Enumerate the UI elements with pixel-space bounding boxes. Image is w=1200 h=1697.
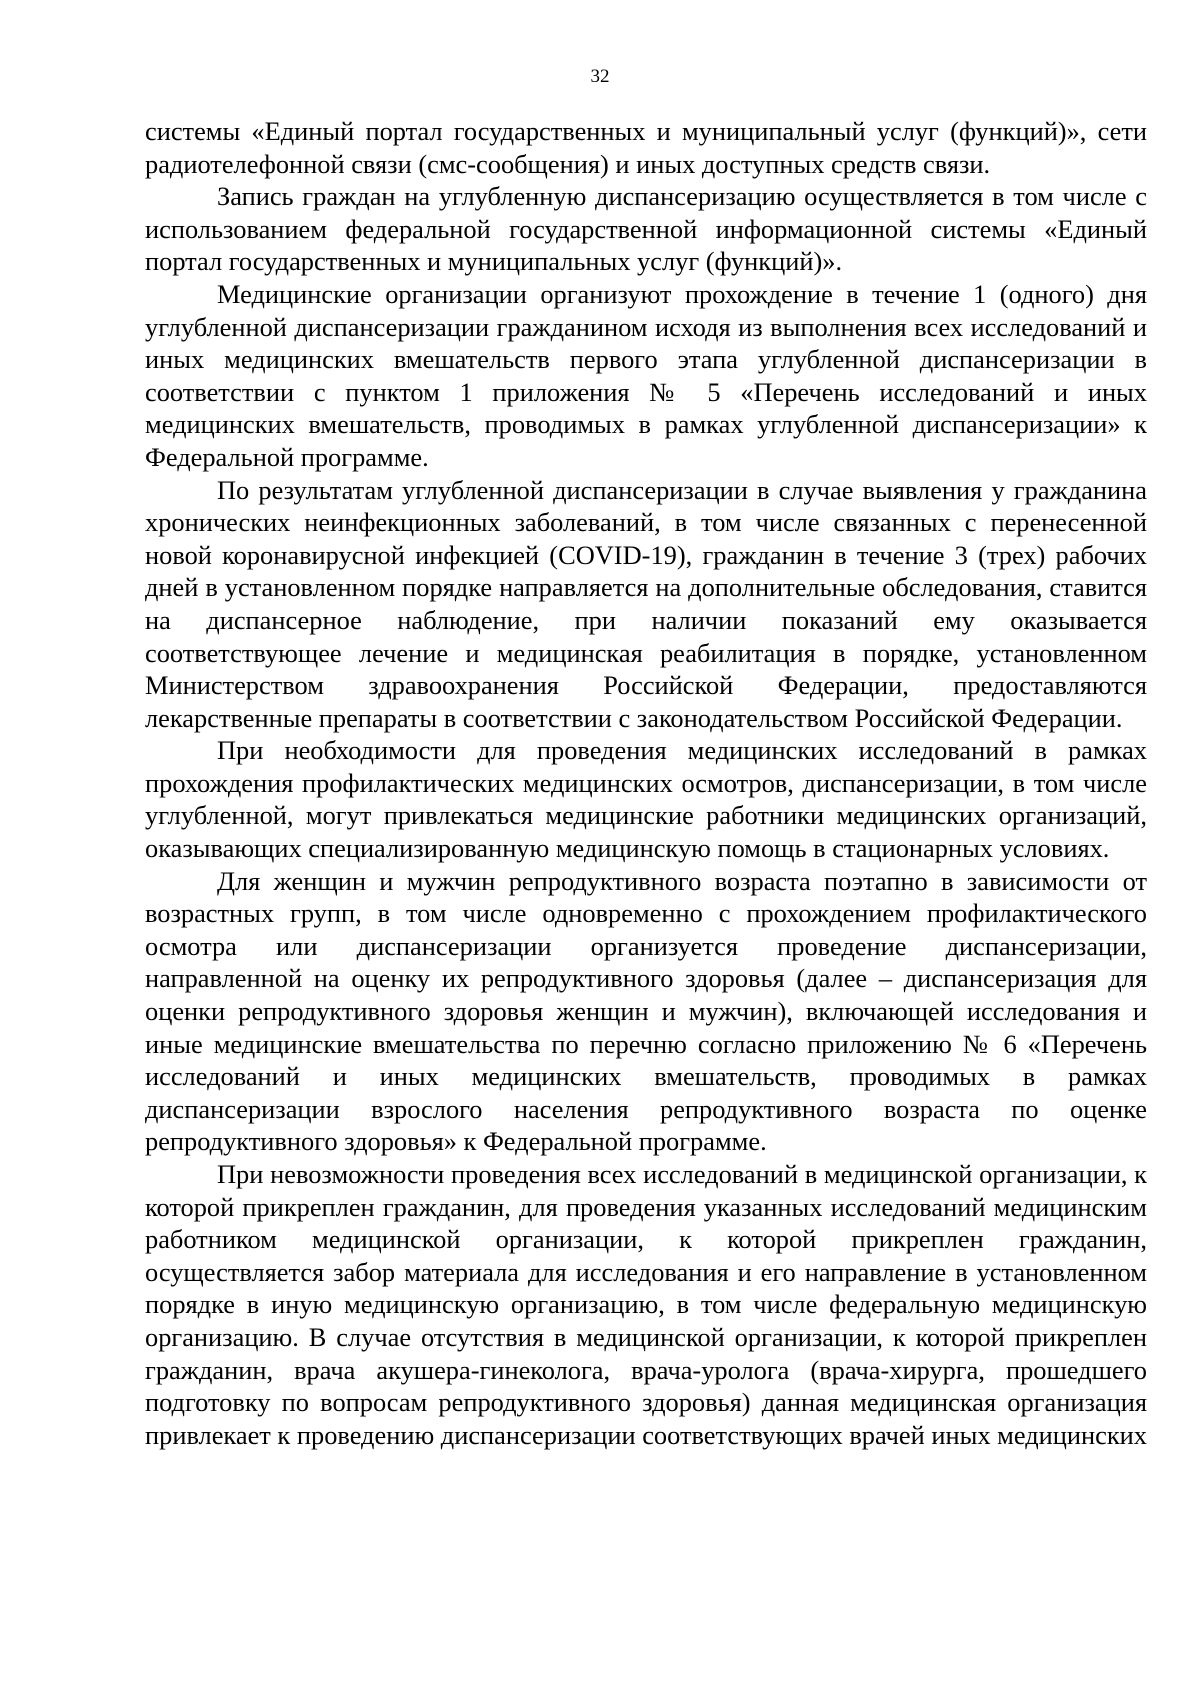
paragraph-sample-referral: При невозможности проведения всех исследований в медицинской организации, к которой прикреплен гражданин, для проведения указанных исследований медицинским работником медицинской организации, к которой прикреплен гражданин, осуществляется забор материала для исследования и его направление в установленном порядке в иную медицинскую организацию, в том числе федеральную медицинскую организацию. В случае отсутствия в медицинской организации, к которой прикреплен гражданин, врача акушера-гинеколога, врача-уролога (врача-хирурга, прошедшего подготовку по вопросам репродуктивного здоровья) данная медицинская организация привлекает к проведению диспансеризации соответствующих врачей иных медицинских [145, 1159, 1147, 1450]
paragraph-specialized-staff: При необходимости для проведения медицинских исследований в рамках прохождения профилактических медицинских осмотров, диспансеризации, в том числе углубленной, могут привлекаться медицинские работники медицинских организаций, оказывающих специализированную медицинскую помощь в стационарных условиях. [145, 735, 1147, 864]
paragraph-reproductive-health: Для женщин и мужчин репродуктивного возраста поэтапно в зависимости от возрастных групп, в том числе одновременно с прохождением профилактического осмотра или диспансеризации организуется проведение диспансеризации, направленной на оценку их репродуктивного здоровья (далее – диспансеризация для оценки репродуктивного здоровья женщин и мужчин), включающей исследования и иные медицинские вмешательства по перечню согласно приложению № 6 «Перечень исследований и иных медицинских вмешательств, проводимых в рамках диспансеризации взрослого населения репродуктивного возраста по оценке репродуктивного здоровья» к Федеральной программе. [145, 865, 1147, 1157]
paragraph-one-day-examination: Медицинские организации организуют прохождение в течение 1 (одного) дня углубленной диспансеризации гражданином исходя из выполнения всех исследований и иных медицинских вмешательств первого этапа углубленной диспансеризации в соответствии с пунктом 1 приложения № 5 «Перечень исследований и иных медицинских вмешательств, проводимых в рамках углубленной диспансеризации» к Федеральной программе. [145, 278, 1147, 472]
page-number: 32 [590, 66, 610, 87]
paragraph-continuation: системы «Единый портал государственных и муниципальный услуг (функций)», сети радиотелефонной связи (смс-сообщения) и иных доступных средств связи. [145, 116, 1147, 179]
paragraph-enrollment: Запись граждан на углубленную диспансеризацию осуществляется в том числе с использованием федеральной государственной информационной системы «Единый портал государственных и муниципальных услуг (функций)». [145, 181, 1147, 277]
document-body [145, 115, 1147, 1451]
paragraph-examination-results: По результатам углубленной диспансеризации в случае выявления у гражданина хронических неинфекционных заболеваний, в том числе связанных с перенесенной новой коронавирусной инфекцией (COVID-19), гражданин в течение 3 (трех) рабочих дней в установленном порядке направляется на дополнительные обследования, ставится на диспансерное наблюдение, при наличии показаний ему оказывается соответствующее лечение и медицинская реабилитация в порядке, установленном Министерством здравоохранения Российской Федерации, предоставляются лекарственные препараты в соответствии с законодательством Российской Федерации. [145, 474, 1147, 733]
